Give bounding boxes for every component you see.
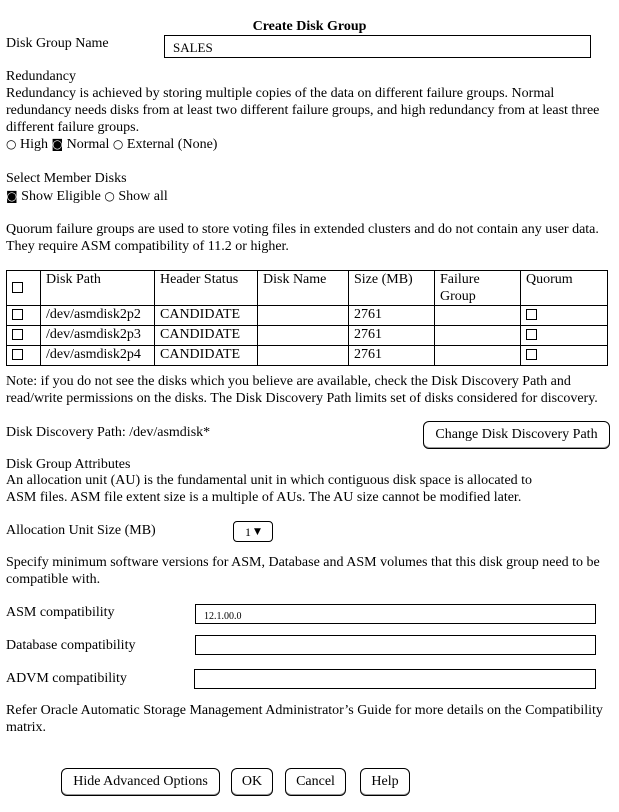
disk-path-cell: /dev/asmdisk2p2	[41, 306, 155, 326]
disk-group-name-input[interactable]	[164, 35, 591, 58]
redundancy-external-label: External (None)	[126, 137, 218, 152]
au-size-select[interactable]	[233, 521, 273, 542]
radio-selected-icon: ◙	[51, 137, 64, 151]
failure-group-cell	[435, 326, 521, 346]
disk-path-cell: /dev/asmdisk2p3	[41, 326, 155, 346]
disk-name-cell	[258, 326, 349, 346]
compat-note: Specify minimum software versions for ASM, Database and ASM volumes that this disk group need to be compatible with.	[6, 555, 600, 587]
au-size-label: Allocation Unit Size (MB)	[6, 523, 156, 538]
quorum-checkbox[interactable]	[526, 349, 537, 360]
refer-note: Refer Oracle Automatic Storage Management Administrator’s Guide for more details on the Compatibility matrix.	[6, 703, 603, 735]
disk-name-cell	[258, 306, 349, 326]
row-select-cell	[7, 346, 41, 366]
column-header-failure-group: Failure Group	[435, 271, 521, 306]
db-compat-label: Database compatibility	[6, 638, 136, 653]
redundancy-high-option[interactable]	[6, 137, 48, 152]
row-select-checkbox[interactable]	[12, 309, 23, 320]
failure-group-cell	[435, 306, 521, 326]
radio-unselected-icon: ○	[6, 137, 17, 151]
advm-compat-label: ADVM compatibility	[6, 671, 127, 686]
radio-selected-icon: ◙	[6, 189, 18, 203]
radio-unselected-icon: ○	[104, 189, 115, 203]
au-size-value: 1	[245, 525, 251, 539]
table-header-row	[7, 271, 608, 306]
show-all-label: Show all	[118, 189, 168, 204]
attributes-heading: Disk Group Attributes	[6, 457, 131, 472]
member-disks-options	[6, 188, 168, 205]
table-row	[7, 346, 608, 366]
row-select-checkbox[interactable]	[12, 329, 23, 340]
advm-compat-input[interactable]	[194, 669, 596, 689]
redundancy-options	[6, 136, 217, 153]
disk-name-cell	[258, 346, 349, 366]
disk-group-name-label: Disk Group Name	[6, 36, 109, 51]
quorum-checkbox[interactable]	[526, 309, 537, 320]
change-discovery-path-button[interactable]: Change Disk Discovery Path	[423, 421, 610, 449]
quorum-cell	[521, 346, 608, 366]
help-button[interactable]: Help	[360, 768, 410, 796]
show-eligible-label: Show Eligible	[21, 189, 101, 204]
discovery-note: Note: if you do not see the disks which you believe are available, check the Disk Discovery Path and read/write permissions on the disks. The Disk Discovery Path limits set of disks considered for discovery.	[6, 374, 598, 406]
select-all-cell	[7, 271, 41, 306]
radio-unselected-icon: ○	[112, 137, 124, 151]
show-all-option[interactable]	[104, 189, 167, 204]
disk-group-name-value: SALES	[173, 40, 213, 55]
quorum-note: Quorum failure groups are used to store voting files in extended clusters and do not contain any user data. They require ASM compatibility of 11.2 or higher.	[6, 222, 599, 254]
chevron-down-icon: ▼	[254, 527, 261, 537]
redundancy-heading: Redundancy	[6, 69, 76, 84]
column-header-disk-path: Disk Path	[41, 271, 155, 306]
ok-button[interactable]: OK	[231, 768, 273, 796]
failure-group-cell	[435, 346, 521, 366]
disk-table	[6, 270, 608, 366]
column-header-size: Size (MB)	[349, 271, 435, 306]
member-disks-heading: Select Member Disks	[6, 171, 127, 186]
size-cell: 2761	[349, 326, 435, 346]
header-status-cell: CANDIDATE	[155, 306, 258, 326]
column-header-disk-name: Disk Name	[258, 271, 349, 306]
show-eligible-option[interactable]	[6, 189, 101, 204]
redundancy-high-label: High	[19, 137, 48, 152]
db-compat-input[interactable]	[195, 635, 596, 655]
hide-advanced-options-button[interactable]: Hide Advanced Options	[61, 768, 220, 796]
table-row	[7, 306, 608, 326]
row-select-cell	[7, 306, 41, 326]
redundancy-normal-option[interactable]	[51, 137, 109, 152]
select-all-checkbox[interactable]	[12, 282, 23, 293]
quorum-checkbox[interactable]	[526, 329, 537, 340]
disk-path-cell: /dev/asmdisk2p4	[41, 346, 155, 366]
column-header-quorum: Quorum	[521, 271, 608, 306]
column-header-header-status: Header Status	[155, 271, 258, 306]
asm-compat-value: 12.1.00.0	[204, 611, 242, 622]
row-select-checkbox[interactable]	[12, 349, 23, 360]
dialog-title: Create Disk Group	[252, 19, 367, 34]
quorum-cell	[521, 326, 608, 346]
asm-compat-input[interactable]	[195, 604, 596, 624]
asm-compat-label: ASM compatibility	[6, 605, 115, 620]
cancel-button[interactable]: Cancel	[285, 768, 346, 796]
size-cell: 2761	[349, 306, 435, 326]
header-status-cell: CANDIDATE	[155, 346, 258, 366]
header-status-cell: CANDIDATE	[155, 326, 258, 346]
row-select-cell	[7, 326, 41, 346]
redundancy-external-option[interactable]	[113, 137, 218, 152]
redundancy-normal-label: Normal	[66, 137, 110, 152]
size-cell: 2761	[349, 346, 435, 366]
discovery-path: Disk Discovery Path: /dev/asmdisk*	[6, 425, 211, 440]
table-row	[7, 326, 608, 346]
redundancy-description: Redundancy is achieved by storing multiple copies of the data on different failure groups. Normal redundancy needs disks from at least two different failure groups, and high redundancy from at least three different failure groups.	[6, 86, 600, 135]
quorum-cell	[521, 306, 608, 326]
attributes-description: An allocation unit (AU) is the fundamental unit in which contiguous disk space is allocated to ASM files. ASM file extent size is a multiple of AUs. The AU size cannot be modified later.	[6, 473, 533, 505]
